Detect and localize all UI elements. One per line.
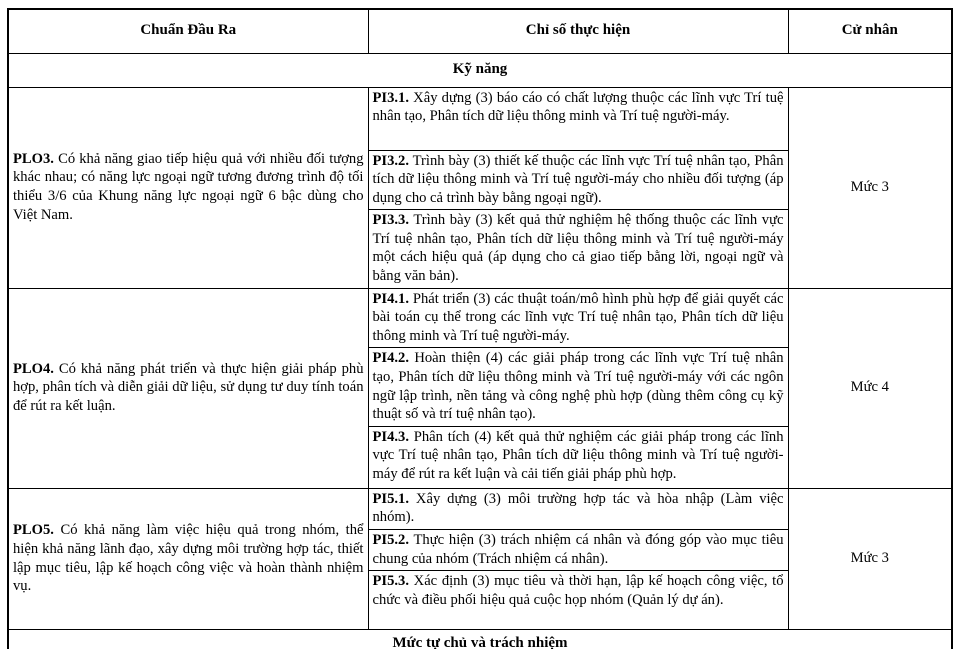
pi3-2-label: PI3.2. [372,152,409,169]
column-header-outcomes: Chuẩn Đầu Ra [8,9,368,53]
pi4-3-text: Phân tích (4) kết quả thử nghiệm các giải pháp trong các lĩnh vực Trí tuệ nhân tạo, Phân tích dữ liệu thông minh và Trí tuệ người-máy để rút ra kết luận và cải tiến giải pháp phù hợp. [372,428,784,482]
plo5-level-cell: Mức 3 [788,488,952,629]
plo3-label: PLO3. [13,150,54,167]
plo5-cell [8,488,368,629]
pi3-1-cell [368,87,788,150]
pi5-3-cell [368,571,788,630]
pi4-2-text: Hoàn thiện (4) các giải pháp trong các lĩnh vực Trí tuệ nhân tạo, Phân tích dữ liệu thông minh và Trí tuệ người-máy với các ngôn ngữ lập trình, nền tảng và công nghệ phù hợp (dùng thêm công cụ kỹ thuật số và trí tuệ nhân tạo). [372,350,784,423]
table-header-row [8,9,952,53]
plo3-cell [8,87,368,288]
pi4-3-label: PI4.3. [372,428,409,445]
pi5-1-label: PI5.1. [372,490,409,507]
pi5-1-cell [368,488,788,529]
pi5-1-text: Xây dựng (3) môi trường hợp tác và hòa nhập (Làm việc nhóm). [372,490,784,526]
pi4-3-cell [368,426,788,488]
section-title-autonomy: Mức tự chủ và trách nhiệm [8,630,952,649]
table-row [8,488,952,529]
pi3-2-text: Trình bày (3) thiết kế thuộc các lĩnh vực Trí tuệ nhân tạo, Phân tích dữ liệu thông minh và Trí tuệ người-máy cho nhiều đối tượng (áp dụng cho cả trình bày bằng ngoại ngữ). [372,152,784,206]
plo4-level-cell: Mức 4 [788,288,952,488]
pi4-2-cell [368,348,788,426]
pi4-2-label: PI4.2. [372,350,409,367]
pi3-3-cell [368,210,788,288]
pi5-2-label: PI5.2. [372,532,409,548]
column-header-indicators: Chỉ số thực hiện [368,9,788,53]
pi3-3-label: PI3.3. [372,212,409,229]
column-header-bachelor: Cử nhân [788,9,952,53]
section-row-skills [8,53,952,87]
table-row [8,87,952,150]
pi5-2-cell [368,530,788,571]
plo4-text: Có khả năng phát triển và thực hiện giải pháp phù hợp, phân tích và diễn giải dữ liệu, sử dụng tư duy tính toán để rút ra kết luận. [13,360,364,415]
plo4-label: PLO4. [13,360,54,377]
table-row [8,288,952,348]
pi5-2-text: Thực hiện (3) trách nhiệm cá nhân và đóng góp vào mục tiêu chung của nhóm (Trách nhiệm cá nhân). [372,532,784,567]
pi3-2-cell [368,150,788,210]
plo3-text: Có khả năng giao tiếp hiệu quả với nhiều đối tượng khác nhau; có năng lực ngoại ngữ tương đương trình độ tối thiểu 3/6 của Khung năng lực ngoại ngữ 6 bậc dùng cho Việt Nam. [13,150,364,223]
plo5-text: Có khả năng làm việc hiệu quả trong nhóm, thể hiện khả năng lãnh đạo, xây dựng môi trường hợp tác, thiết lập mục tiêu, lập kế hoạch công việc và hoàn thành nhiệm vụ. [13,522,364,595]
pi3-1-text: Xây dựng (3) báo cáo có chất lượng thuộc các lĩnh vực Trí tuệ nhân tạo, Phân tích dữ liệu thông minh và Trí tuệ người-máy. [372,89,784,125]
plo4-cell [8,288,368,488]
plo5-label: PLO5. [13,522,54,539]
section-row-autonomy [8,630,952,649]
section-title-skills: Kỹ năng [8,53,952,87]
pi4-1-text: Phát triển (3) các thuật toán/mô hình phù hợp để giải quyết các bài toán cụ thể trong các lĩnh vực Trí tuệ nhân tạo, Phân tích dữ liệu thông minh và Trí tuệ người-máy. [372,290,784,344]
pi3-1-label: PI3.1. [372,89,409,106]
pi5-3-text: Xác định (3) mục tiêu và thời hạn, lập kế hoạch công việc, tổ chức và điều phối hiệu quả cuộc họp nhóm (Quản lý dự án). [372,573,784,608]
learning-outcomes-table [7,8,953,649]
pi4-1-label: PI4.1. [372,290,409,307]
plo3-level-cell: Mức 3 [788,87,952,288]
pi5-3-label: PI5.3. [372,573,409,590]
pi3-3-text: Trình bày (3) kết quả thử nghiệm hệ thống thuộc các lĩnh vực Trí tuệ nhân tạo, Phân tích dữ liệu thông minh và Trí tuệ người-máy một cách hiệu quả (áp dụng cho cả giao tiếp bằng lời, ngoại ngữ và bằng văn bản). [372,212,784,285]
pi4-1-cell [368,288,788,348]
